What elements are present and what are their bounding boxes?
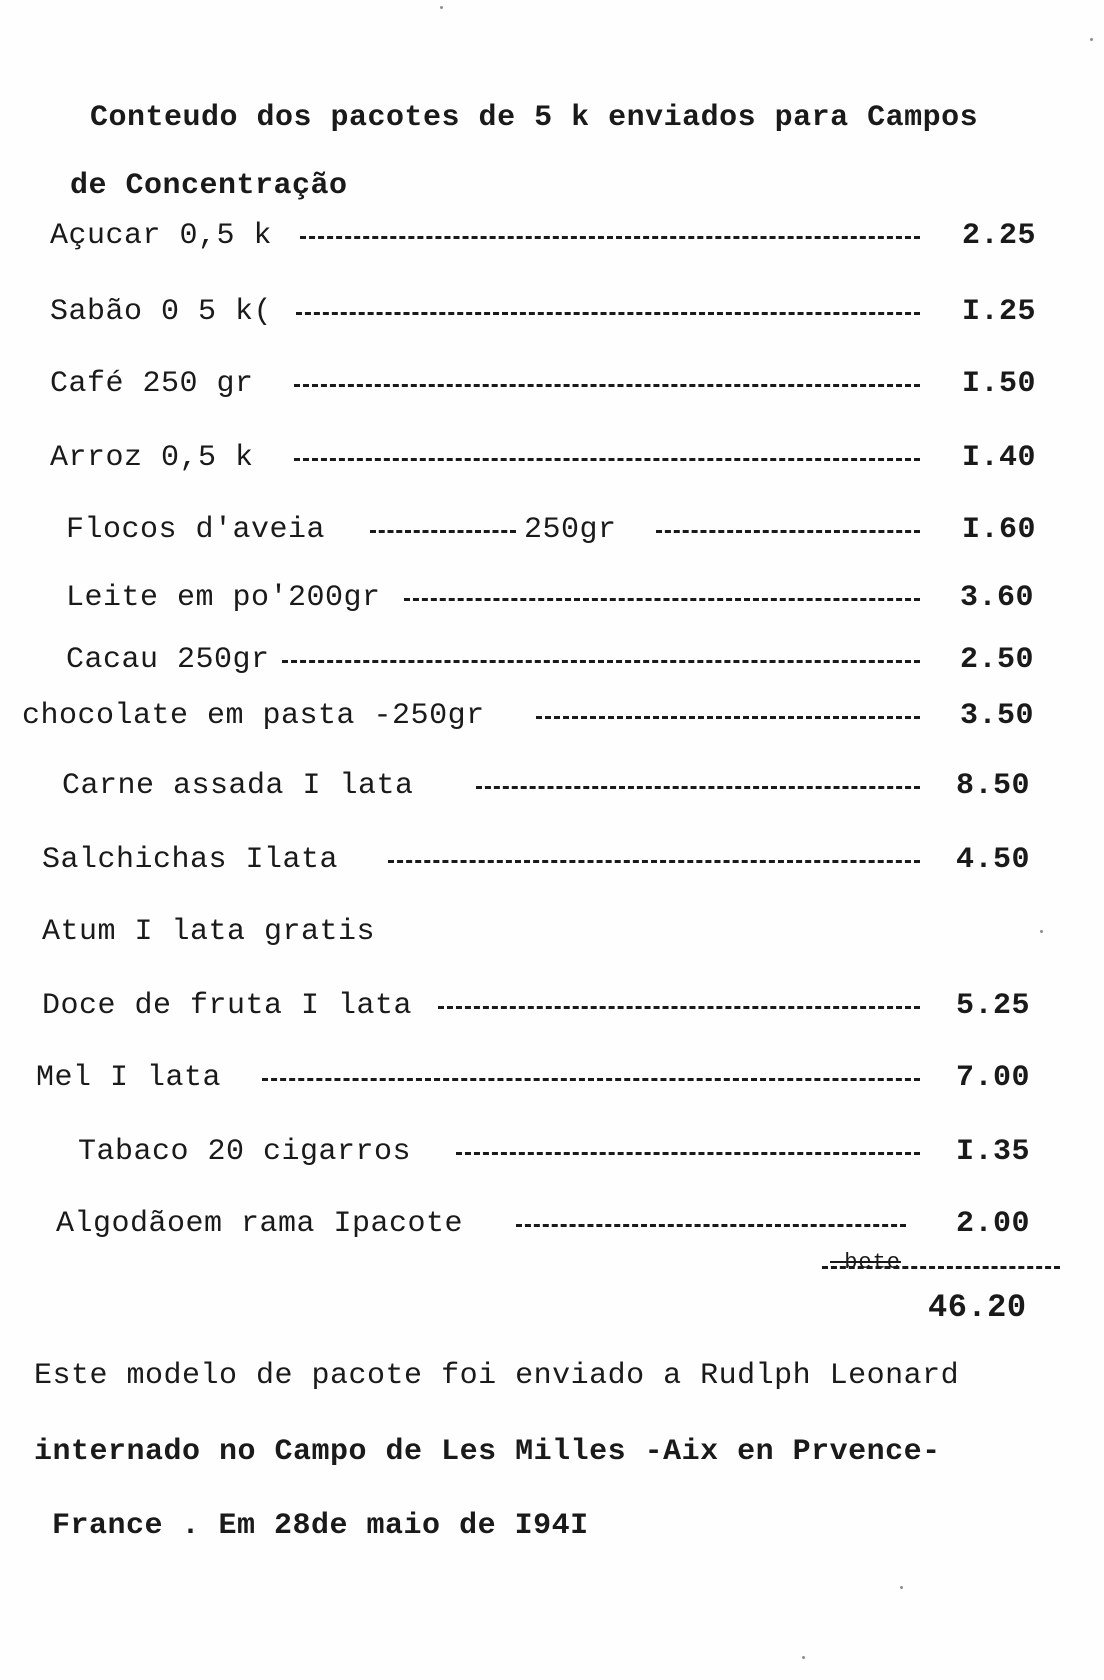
item-label: Cacau 250gr: [66, 643, 270, 677]
item-price: 2.25: [962, 219, 1037, 253]
item-row: [0, 580, 1104, 616]
item-row: [0, 512, 1104, 548]
item-label: Açucar 0,5 k: [50, 219, 273, 253]
ink-speck: [802, 1656, 805, 1659]
item-row: [0, 218, 1104, 254]
leader-dashes: [294, 458, 920, 461]
item-price: 4.50: [956, 843, 1031, 877]
leader-dashes: [656, 530, 920, 533]
item-row: [0, 440, 1104, 476]
item-price: I.35: [956, 1135, 1031, 1169]
item-price: 2.00: [956, 1207, 1031, 1241]
item-label: Doce de fruta I lata: [42, 989, 413, 1023]
item-price: 2.50: [960, 643, 1035, 677]
item-row: [0, 1206, 1104, 1242]
title-line-2: de Concentração: [70, 169, 348, 203]
footer-line-2: internado no Campo de Les Milles -Aix en Prvence-: [34, 1435, 941, 1469]
leader-dashes: [282, 660, 920, 663]
footer-line-1: Este modelo de pacote foi enviado a Rudlph Leonard: [34, 1359, 960, 1393]
item-row: [0, 294, 1104, 330]
item-row: [0, 914, 1104, 950]
leader-dashes: [300, 236, 920, 239]
item-label: Algodãoem rama Ipacote: [56, 1207, 464, 1241]
item-label: Sabão 0 5 k(: [50, 295, 273, 329]
footer-line-3: France . Em 28de maio de I94I: [52, 1509, 589, 1543]
item-label: chocolate em pasta -250gr: [22, 699, 485, 733]
leader-dashes: [404, 598, 920, 601]
leader-dashes: [456, 1152, 920, 1155]
item-label: Tabaco 20 cigarros: [78, 1135, 412, 1169]
item-label: Arroz 0,5 k: [50, 441, 254, 475]
item-row: [0, 768, 1104, 804]
item-row: [0, 1060, 1104, 1096]
item-label: Atum I lata gratis: [42, 915, 376, 949]
total-rule: [822, 1266, 1060, 1269]
item-label: Leite em po'200gr: [66, 581, 381, 615]
item-price: 5.25: [956, 989, 1031, 1023]
title-line-1: Conteudo dos pacotes de 5 k enviados para Campos: [90, 101, 979, 135]
item-row: [0, 842, 1104, 878]
leader-dashes: [516, 1224, 906, 1227]
leader-dashes: [438, 1006, 920, 1009]
struck-subtotal-mark: -bete: [830, 1250, 902, 1275]
item-price: 7.00: [956, 1061, 1031, 1095]
ink-speck: [440, 6, 443, 9]
item-quantity: 250gr: [524, 513, 617, 547]
item-row: [0, 988, 1104, 1024]
item-label: Carne assada I lata: [62, 769, 414, 803]
item-price: I.40: [962, 441, 1037, 475]
total-value: 46.20: [928, 1289, 1027, 1326]
leader-dashes: [370, 530, 516, 533]
item-label: Mel I lata: [36, 1061, 222, 1095]
item-label: Salchichas Ilata: [42, 843, 339, 877]
leader-dashes: [536, 716, 920, 719]
leader-dashes: [296, 312, 920, 315]
leader-dashes: [476, 786, 920, 789]
item-row: [0, 366, 1104, 402]
item-price: I.60: [962, 513, 1037, 547]
ink-speck: [1040, 930, 1043, 933]
item-price: 3.60: [960, 581, 1035, 615]
item-label: Flocos d'aveia: [66, 513, 326, 547]
item-row: [0, 642, 1104, 678]
item-price: I.25: [962, 295, 1037, 329]
item-row: [0, 698, 1104, 734]
item-price: 8.50: [956, 769, 1031, 803]
item-price: 3.50: [960, 699, 1035, 733]
leader-dashes: [388, 860, 920, 863]
leader-dashes: [262, 1078, 920, 1081]
ink-speck: [900, 1586, 903, 1589]
item-label: Café 250 gr: [50, 367, 254, 401]
item-row: [0, 1134, 1104, 1170]
leader-dashes: [294, 384, 920, 387]
item-price: I.50: [962, 367, 1037, 401]
ink-speck: [1090, 38, 1093, 41]
